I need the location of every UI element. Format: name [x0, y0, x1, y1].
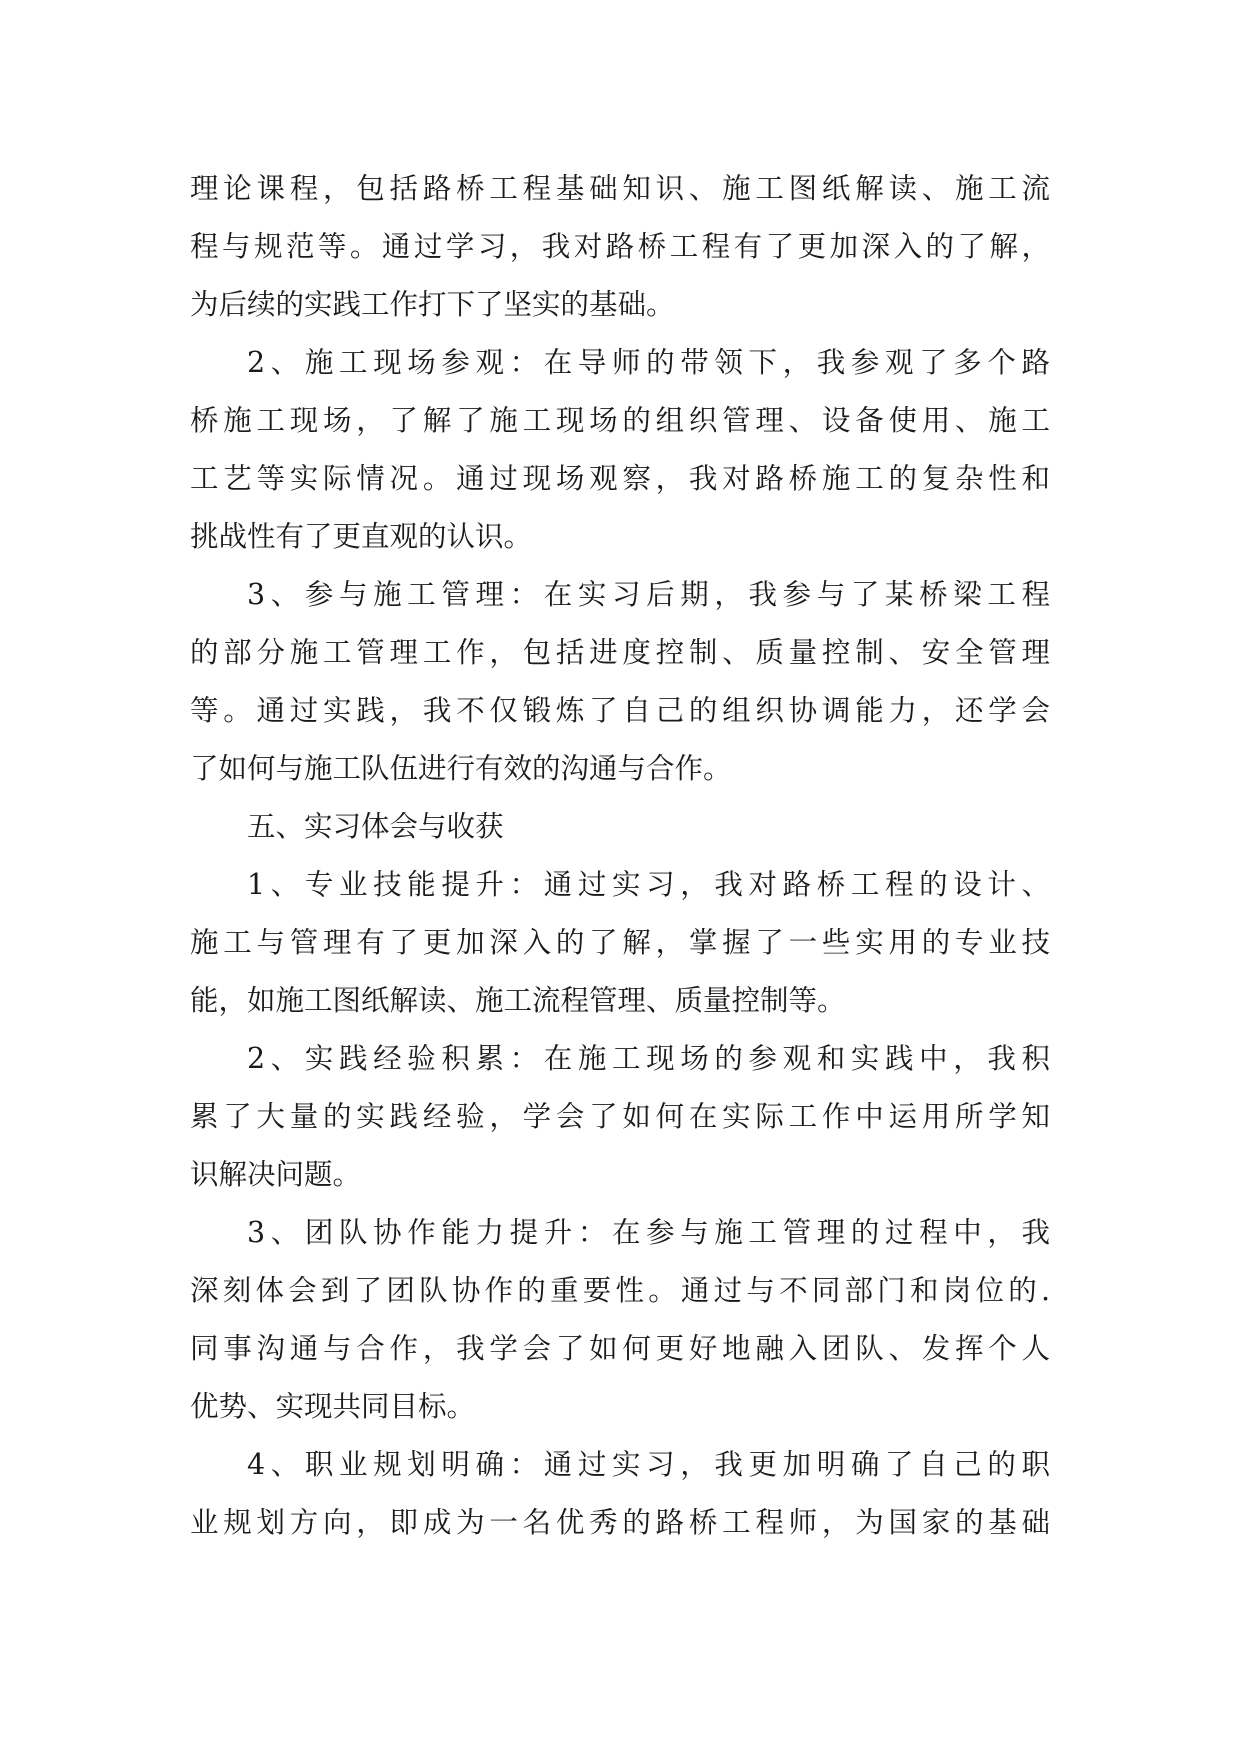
text-line: 能，如施工图纸解读、施工流程管理、质量控制等。 — [190, 984, 846, 1017]
paragraph-career — [190, 1436, 1050, 1552]
text-line: 2、施工现场参观：在导师的带领下，我参观了多个路 — [247, 346, 1050, 379]
document-body — [190, 160, 1050, 1552]
section-heading-text: 五、实习体会与收获 — [247, 810, 504, 843]
paragraph-experience — [190, 1030, 1050, 1204]
paragraph-skills — [190, 856, 1050, 1030]
text-line: 工艺等实际情况。通过现场观察，我对路桥施工的复杂性和 — [190, 462, 1050, 495]
paragraph-teamwork — [190, 1204, 1050, 1436]
text-line: 同事沟通与合作，我学会了如何更好地融入团队、发挥个人 — [190, 1332, 1050, 1365]
text-line: 识解决问题。 — [190, 1158, 362, 1191]
text-line: 3、团队协作能力提升：在参与施工管理的过程中，我 — [247, 1216, 1050, 1249]
text-line: 程与规范等。通过学习，我对路桥工程有了更加深入的了解， — [190, 230, 1050, 263]
paragraph-construction-management — [190, 566, 1050, 798]
text-line: 理论课程，包括路桥工程基础知识、施工图纸解读、施工流 — [190, 172, 1050, 205]
text-line: 3、参与施工管理：在实习后期，我参与了某桥梁工程 — [247, 578, 1050, 611]
text-line: 1、专业技能提升：通过实习，我对路桥工程的设计、 — [247, 868, 1050, 901]
text-line: 累了大量的实践经验，学会了如何在实际工作中运用所学知 — [190, 1100, 1050, 1133]
text-line: 了如何与施工队伍进行有效的沟通与合作。 — [190, 752, 732, 785]
section-heading — [190, 798, 1050, 856]
text-line: 的部分施工管理工作，包括进度控制、质量控制、安全管理 — [190, 636, 1050, 669]
paragraph-intro-continuation — [190, 160, 1050, 334]
text-line: 2、实践经验积累：在施工现场的参观和实践中，我积 — [247, 1042, 1050, 1075]
text-line: 等。通过实践，我不仅锻炼了自己的组织协调能力，还学会 — [190, 694, 1050, 727]
text-line: 挑战性有了更直观的认识。 — [190, 520, 533, 553]
text-line: 深刻体会到了团队协作的重要性。通过与不同部门和岗位的. — [190, 1274, 1050, 1307]
text-line: 桥施工现场，了解了施工现场的组织管理、设备使用、施工 — [190, 404, 1050, 437]
text-line: 为后续的实践工作打下了坚实的基础。 — [190, 288, 675, 321]
text-line: 施工与管理有了更加深入的了解，掌握了一些实用的专业技 — [190, 926, 1050, 959]
text-line: 4、职业规划明确：通过实习，我更加明确了自己的职 — [247, 1448, 1050, 1481]
text-line: 业规划方向，即成为一名优秀的路桥工程师，为国家的基础 — [190, 1506, 1050, 1539]
paragraph-site-visit — [190, 334, 1050, 566]
text-line: 优势、实现共同目标。 — [190, 1390, 476, 1423]
